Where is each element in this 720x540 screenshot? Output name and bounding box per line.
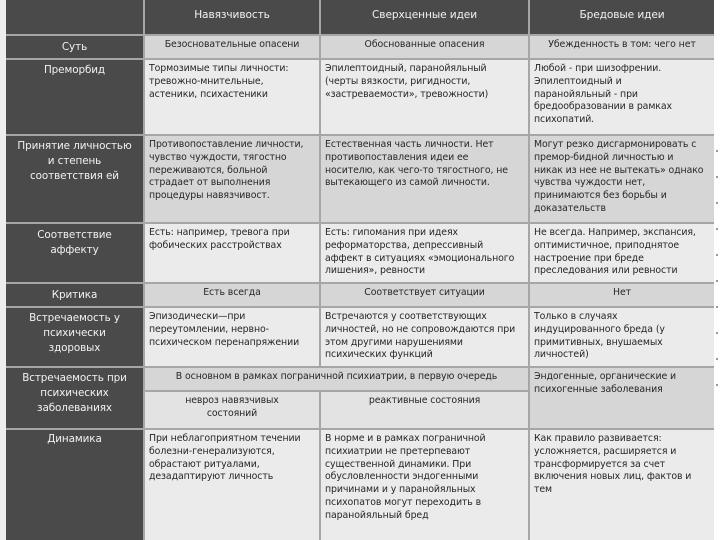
premorbid-obsessions: Тормозимые типы личности: тревожно-мнительные, астеники, психастеники (145, 60, 319, 134)
acceptance-delusional: Могут резко дисгармонировать с премор-бидной личностью и никак из нее не вытекать» однако чувства чуждости нет, принимаются без борьбы и доказательств (530, 136, 714, 222)
essence-delusional: Убежденность в том: чего нет (530, 36, 714, 58)
dynamics-delusional: Как правило развивается: усложняется, расширяется и трансформируется за счет включения новых лиц, фактов и тем (530, 430, 714, 540)
comparison-table (6, 0, 714, 540)
row-label-illness: Встречаемость при психических заболеваниях (6, 368, 143, 428)
premorbid-delusional: Любой - при шизофрении. Эпилептоидный и паранойяльный - при бредообразовании в рамках психопатий. (530, 60, 714, 134)
essence-overvalued: Обоснованные опасения (321, 36, 528, 58)
essence-obsessions: Безосновательные опасени (145, 36, 319, 58)
healthy-delusional: Только в случаях индуцированного бреда (у примитивных, внушаемых личностей) (530, 308, 714, 366)
header-obsessions: Навязчивость (145, 0, 319, 34)
illness-obsessions: невроз навязчивых состояний (145, 392, 319, 428)
healthy-overvalued: Встречаются у соответствующих личностей, но не сопровождаются при этом другими нарушениями психических функций (321, 308, 528, 366)
row-label-critique: Критика (6, 284, 143, 306)
row-label-affect: Соответствие аффекту (6, 224, 143, 282)
illness-overvalued: реактивные состояния (321, 392, 528, 428)
dynamics-obsessions: При неблагоприятном течении болезни-генерализуются, обрастают ритуалами, дезадаптируют личность (145, 430, 319, 540)
slide-edge-decoration (714, 0, 720, 540)
row-label-healthy: Встречаемость у психически здоровых (6, 308, 143, 366)
row-label-premorbid: Преморбид (6, 60, 143, 134)
acceptance-obsessions: Противопоставление личности, чувство чуждости, тягостно переживаются, больной страдает от выполнения процедуры навязчивост. (145, 136, 319, 222)
row-label-acceptance: Принятие личностью и степень соответствия ей (6, 136, 143, 222)
header-corner (6, 0, 143, 34)
illness-shared-note: В основном в рамках пограничной психиатрии, в первую очередь (145, 368, 528, 390)
header-delusional-ideas: Бредовые идеи (530, 0, 714, 34)
critique-obsessions: Есть всегда (145, 284, 319, 306)
row-label-dynamics: Динамика (6, 430, 143, 540)
affect-overvalued: Есть: гипомания при идеях реформаторства, депрессивный аффект в ситуациях «эмоционального лишения», ревности (321, 224, 528, 282)
header-overvalued-ideas: Сверхценные идеи (321, 0, 528, 34)
dynamics-overvalued: В норме и в рамках пограничной психиатрии не претерпевают существенной динамики. При обусловленности эндогенными причинами и у паранойяльных психопатов могут переходить в паранойяльный бред (321, 430, 528, 540)
critique-delusional: Нет (530, 284, 714, 306)
acceptance-overvalued: Естественная часть личности. Нет противопоставления идеи ее носителю, как чего-то тягостного, не вытекающего из самой личности. (321, 136, 528, 222)
row-label-essence: Суть (6, 36, 143, 58)
affect-obsessions: Есть: например, тревога при фобических расстройствах (145, 224, 319, 282)
affect-delusional: Не всегда. Например, экспансия, оптимистичное, приподнятое настроение при бреде преследования или ревности (530, 224, 714, 282)
healthy-obsessions: Эпизодически—при переутомлении, нервно- психическом перенапряжении (145, 308, 319, 366)
critique-overvalued: Соответствует ситуации (321, 284, 528, 306)
premorbid-overvalued: Эпилептоидный, паранойяльный (черты вязкости, ригидности, «застреваемости», тревожности) (321, 60, 528, 134)
illness-delusional: Эндогенные, органические и психогенные заболевания (530, 368, 714, 428)
